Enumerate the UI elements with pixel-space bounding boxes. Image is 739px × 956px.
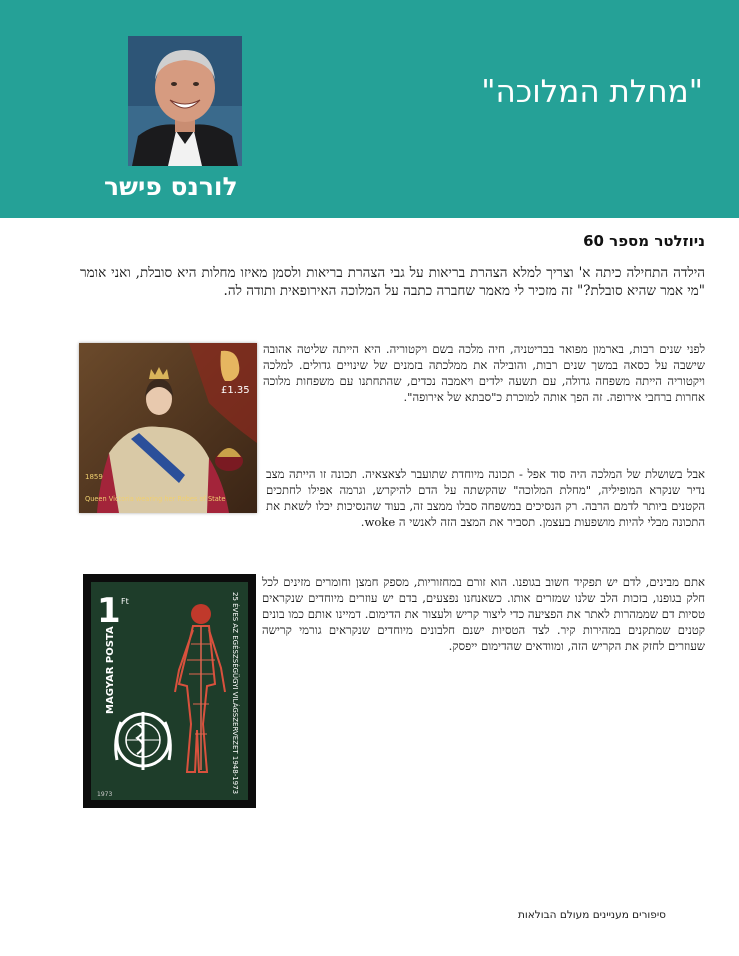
paragraph-hemophilia-text: אבל בשושלת של המלכה היה סוד אפל - תכונה מיוחדת שתועבר לצאצאיה. תכונה זו הייתה מצב נדיר שנקרא המופיליה, "מחלת המלוכה" שהקשתה על הדם להיקרש, וגרמה אפילו לחתכים הקטנים ביותר לדמם הרבה. רק הנסיכים במשפחה סבלו ממצב זה, בעוד שהנסיכות יכלו לשאת את התכונה מבלי להיות מושפעות בעצמן. תסביר את המצב הזה לאנשי ה woke. bbox=[266, 467, 705, 529]
stamp1-year: 1859 bbox=[85, 473, 103, 481]
footer-text: סיפורים מעניינים מעולם הבולאות bbox=[518, 909, 666, 921]
author-photo-image bbox=[128, 36, 242, 166]
stamp2-side-text: 25 ÉVES AZ EGÉSZSÉGÜGYI VILÁGSZERVEZET 1948-1973 bbox=[231, 592, 239, 795]
stamp2-country: MAGYAR POSTA bbox=[105, 626, 116, 714]
author-name: לורנס פישר bbox=[104, 172, 238, 201]
stamp1-float-spacer bbox=[80, 466, 266, 514]
issue-number: ניוזלטר מספר 60 bbox=[583, 232, 705, 250]
stamp2-value: 1 bbox=[97, 591, 121, 631]
paragraph-blood: אתם מבינים, לדם יש תפקיד חשוב בגופנו. הוא זורם במחזוריות, מספק חמצן וחומרים מזינים לכל חלק בגופנו, בזכות הלב שלנו שמזרים אותו. כשאנחנו נפצעים, בדם יש עוזרים מיוחדים שנקראים טסיות דם שממהרות לאתר את הפציעה כדי ליצור קריש ולעצור את הדימום. דמיינו אותם כמו בונים קטנים שמתקנים במהירות קיר. לצד הטסיות ישנם חלבונים מיוחדים שנקראים גורמי קרישה שעוזרים לחזק את הקריש הזה, ומוודאים שהדימום ייפסק. bbox=[262, 575, 705, 653]
stamp1-caption: Queen Victoria wearing her Robes of State bbox=[85, 495, 226, 503]
intro-paragraph: הילדה התחילה כיתה א' וצריך למלא הצהרת בריאות על גבי הצהרת בריאות ולסמן מאיזו מחלות היא סובלת, ואני אומר "מי אמר שהיא סובלת?" זה מזכיר לי מאמר שחברה כתבה על המלוכה האירופאית ותודה לה. bbox=[80, 265, 705, 299]
who-hungary-stamp bbox=[83, 574, 256, 808]
who-hungary-stamp-image bbox=[83, 574, 256, 808]
stamp2-year: 1973 bbox=[97, 791, 113, 798]
paragraph-hemophilia bbox=[80, 466, 705, 530]
author-photo bbox=[128, 36, 242, 166]
paragraph-victoria: לפני שנים רבות, בארמון מפואר בבריטניה, חיה מלכה בשם ויקטוריה. היא הייתה שליטה אהובה שישבה על כסאה במשך שנים רבות, והובילה את ממלכתה בזמנים של שינויים גדולים. למלכה ויקטוריה הייתה משפחה גדולה, עם תשעה ילדים ויאמבה נכדים, שהתחתנו עם משפחות מלוכה אחרות ברחבי אירופה. זה הפך אותה למוכרת כ"סבתא של אירופה". bbox=[263, 342, 705, 404]
page-title: "מחלת המלוכה" bbox=[481, 74, 703, 110]
stamp2-currency: Ft bbox=[121, 597, 129, 606]
stamp1-value: £1.35 bbox=[221, 385, 250, 396]
header-banner bbox=[0, 0, 739, 218]
